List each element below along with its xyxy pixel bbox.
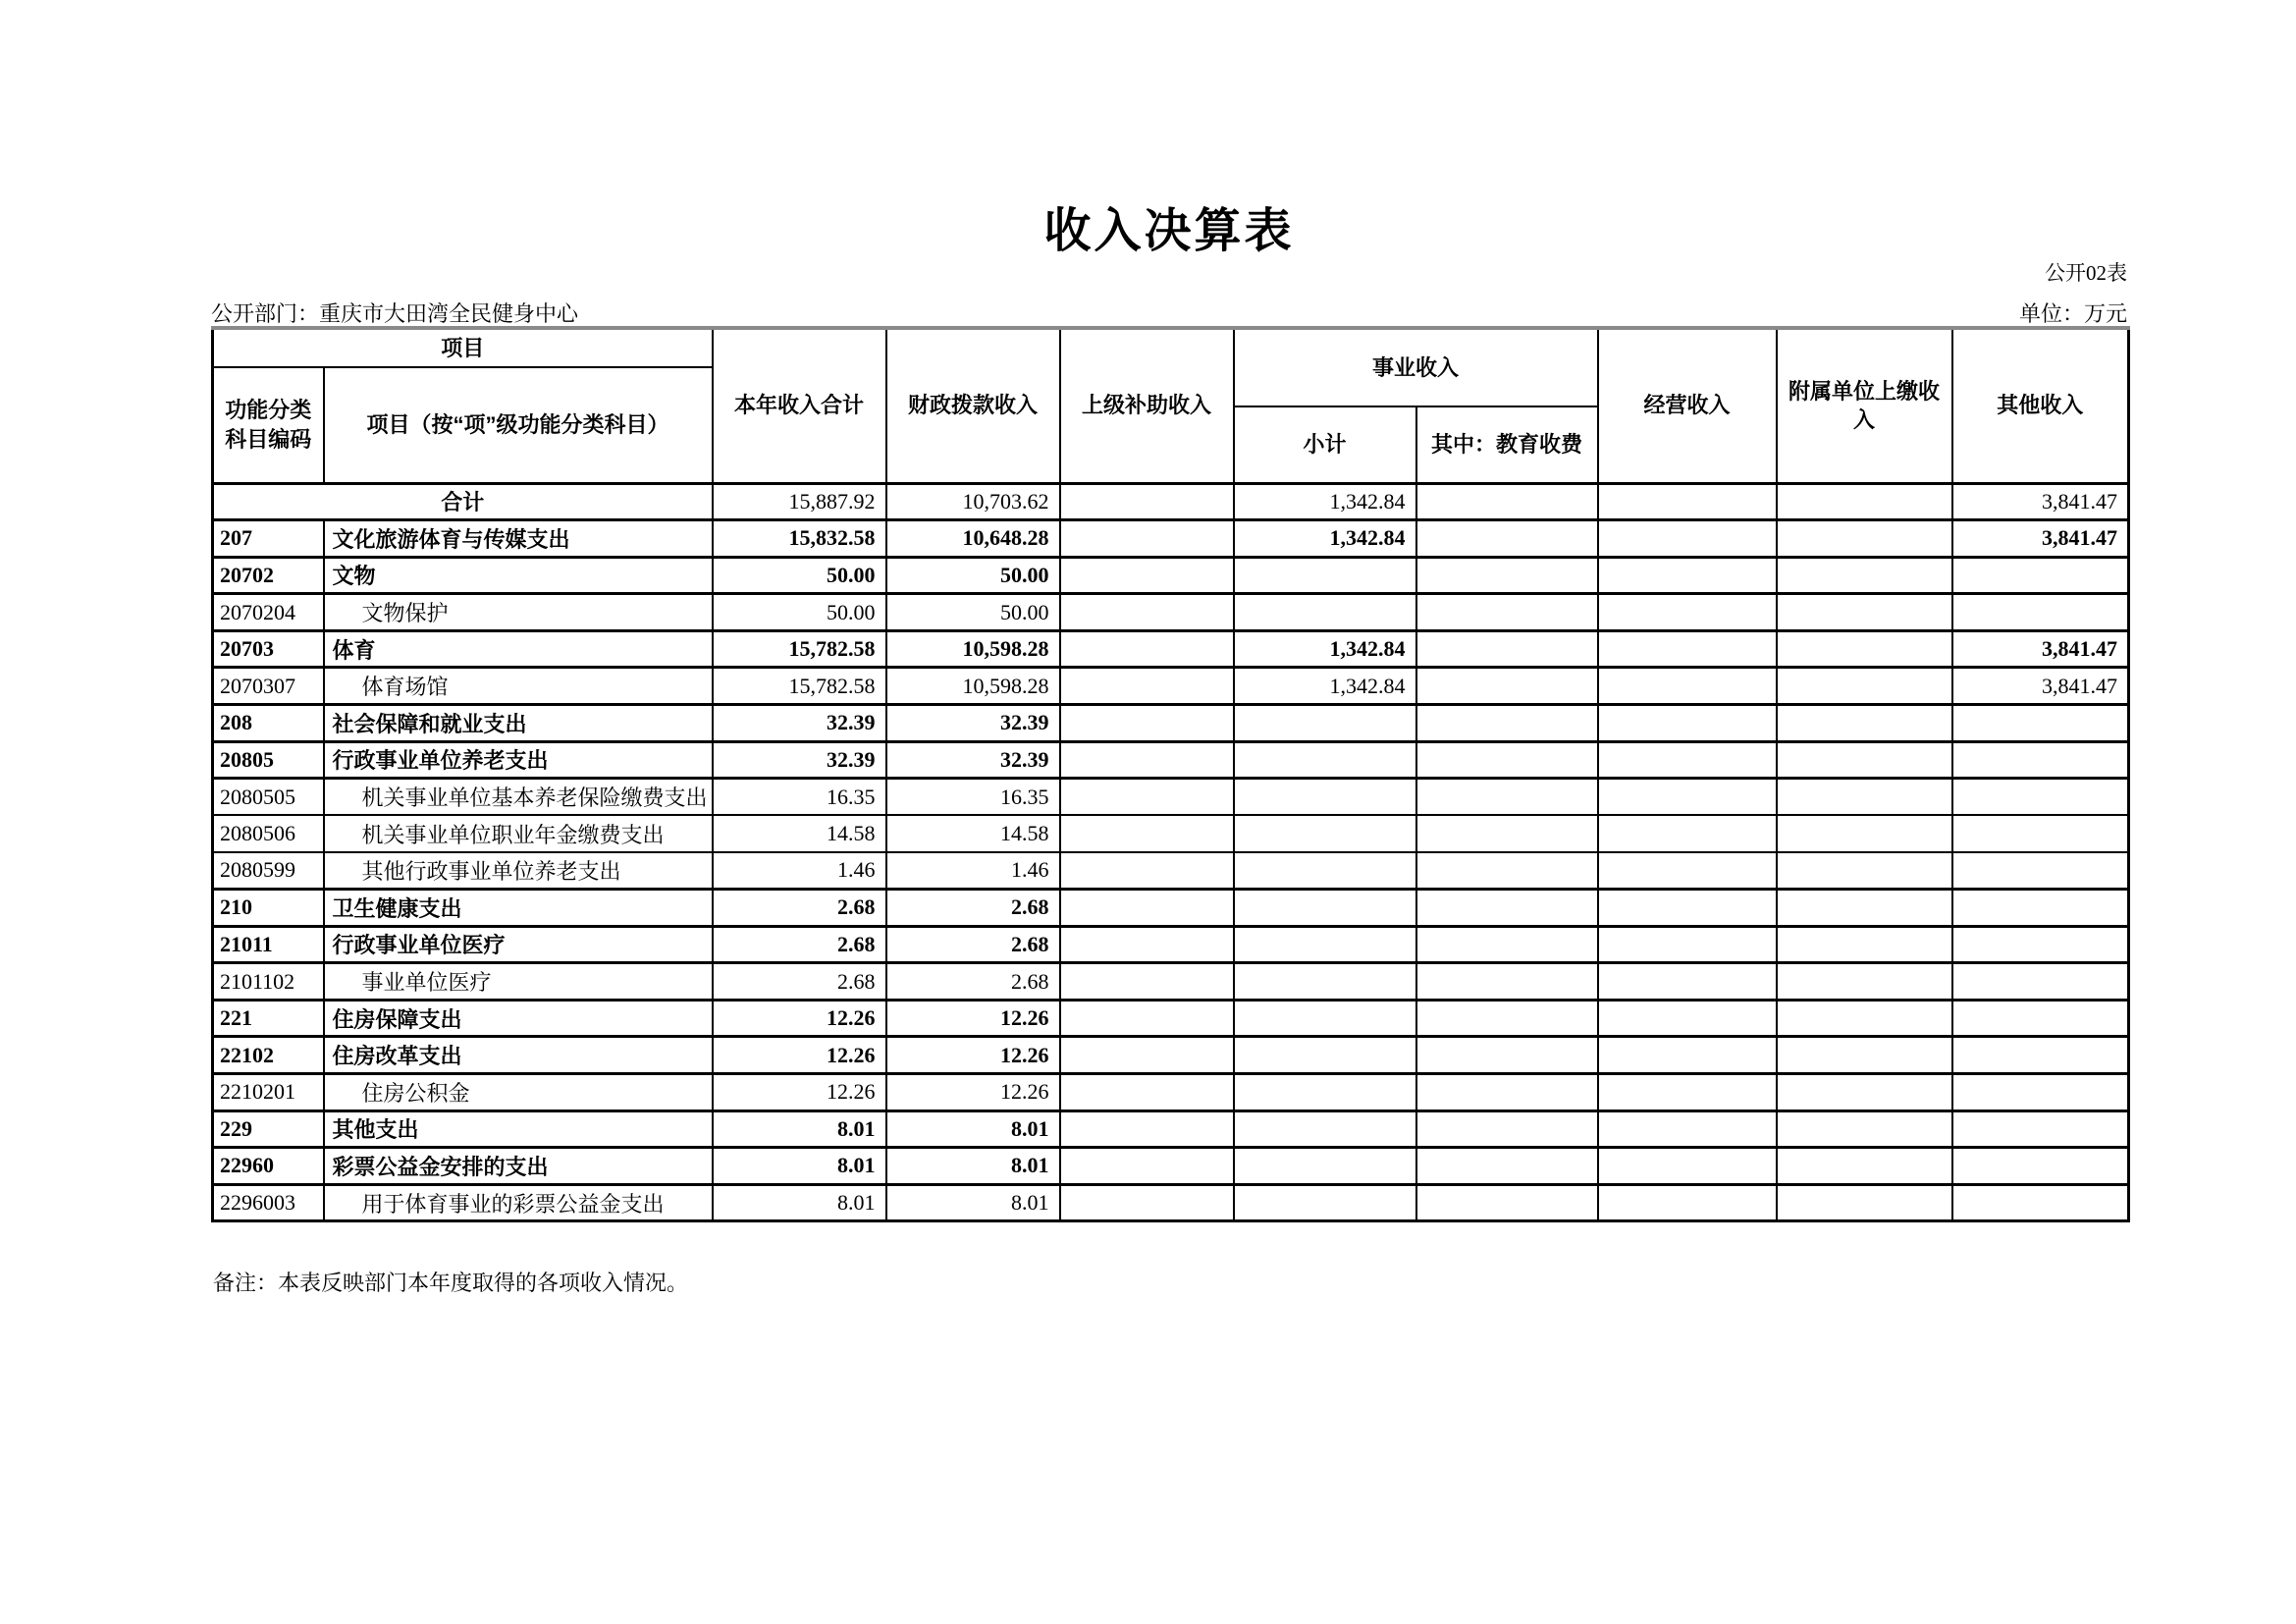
table-row [213,852,2129,890]
cell-item-name: 用于体育事业的彩票公益金支出 [324,1184,713,1221]
cell-amount [1777,741,1952,779]
cell-item-name: 行政事业单位医疗 [324,926,713,963]
cell-amount [1952,1074,2129,1111]
cell-amount: 8.01 [713,1184,886,1221]
cell-amount [1234,741,1416,779]
cell-amount: 12.26 [886,1037,1060,1074]
cell-amount [1777,705,1952,742]
cell-function-code: 210 [213,890,324,927]
cell-amount: 32.39 [713,741,886,779]
cell-item-name: 体育 [324,630,713,668]
header-superior-subsidy: 上级补助收入 [1060,328,1234,483]
cell-amount [1234,1037,1416,1074]
cell-amount [1416,779,1598,816]
cell-amount [1416,1074,1598,1111]
cell-function-code: 20805 [213,741,324,779]
cell-amount [1416,630,1598,668]
cell-item-name: 机关事业单位职业年金缴费支出 [324,815,713,852]
cell-amount: 8.01 [886,1184,1060,1221]
cell-amount [1598,741,1777,779]
cell-amount [1777,668,1952,705]
header-function-code: 功能分类科目编码 [213,367,324,483]
cell-amount [1598,1110,1777,1148]
cell-amount [1598,483,1777,520]
header-subtotal: 小计 [1234,406,1416,483]
cell-amount: 16.35 [886,779,1060,816]
cell-function-code: 21011 [213,926,324,963]
table-row [213,741,2129,779]
cell-amount [1060,926,1234,963]
cell-function-code: 2296003 [213,1184,324,1221]
cell-amount [1060,815,1234,852]
cell-amount: 32.39 [886,705,1060,742]
cell-amount [1777,557,1952,594]
cell-amount [1234,557,1416,594]
cell-amount [1777,1074,1952,1111]
table-row [213,926,2129,963]
cell-amount [1952,741,2129,779]
cell-function-code: 2070307 [213,668,324,705]
cell-amount [1060,741,1234,779]
table-row [213,890,2129,927]
table-row [213,630,2129,668]
header-row-1 [213,328,2129,367]
cell-amount: 1,342.84 [1234,668,1416,705]
cell-function-code: 221 [213,1000,324,1037]
cell-amount: 10,598.28 [886,630,1060,668]
cell-amount [1416,1110,1598,1148]
cell-item-name: 机关事业单位基本养老保险缴费支出 [324,779,713,816]
cell-amount [1598,963,1777,1001]
table-row [213,779,2129,816]
table-row [213,1037,2129,1074]
cell-amount [1777,483,1952,520]
cell-amount [1952,1184,2129,1221]
cell-amount: 32.39 [886,741,1060,779]
cell-amount: 15,782.58 [713,630,886,668]
cell-amount [1234,815,1416,852]
cell-item-name: 其他行政事业单位养老支出 [324,852,713,890]
cell-amount: 12.26 [886,1000,1060,1037]
cell-amount: 12.26 [713,1037,886,1074]
cell-amount: 8.01 [713,1148,886,1185]
cell-amount: 10,648.28 [886,520,1060,558]
cell-amount [1777,1000,1952,1037]
cell-amount [1952,1037,2129,1074]
cell-amount [1060,557,1234,594]
cell-amount: 50.00 [886,557,1060,594]
table-note: 备注：本表反映部门本年度取得的各项收入情况。 [213,1271,689,1295]
cell-amount [1234,1074,1416,1111]
cell-function-code: 2080599 [213,852,324,890]
cell-amount [1234,926,1416,963]
cell-function-code: 22960 [213,1148,324,1185]
cell-amount [1598,668,1777,705]
cell-amount [1598,1074,1777,1111]
cell-amount [1598,705,1777,742]
cell-amount [1060,1110,1234,1148]
cell-amount: 16.35 [713,779,886,816]
cell-function-code: 229 [213,1110,324,1148]
cell-total-label: 合计 [213,483,713,520]
cell-amount: 14.58 [713,815,886,852]
cell-amount: 10,598.28 [886,668,1060,705]
page-title: 收入决算表 [1043,205,1295,257]
cell-item-name: 行政事业单位养老支出 [324,741,713,779]
cell-amount [1598,1000,1777,1037]
cell-amount: 50.00 [886,594,1060,631]
table-row [213,557,2129,594]
cell-amount [1234,1184,1416,1221]
cell-amount [1060,963,1234,1001]
cell-amount [1060,483,1234,520]
cell-amount [1416,963,1598,1001]
cell-item-name: 事业单位医疗 [324,963,713,1001]
cell-function-code: 2080505 [213,779,324,816]
cell-amount: 8.01 [886,1148,1060,1185]
cell-amount [1598,1184,1777,1221]
cell-amount [1598,852,1777,890]
header-operating-income: 经营收入 [1598,328,1777,483]
header-item-name: 项目（按“项”级功能分类科目） [324,367,713,483]
cell-amount: 1.46 [713,852,886,890]
cell-amount [1060,779,1234,816]
table-row [213,483,2129,520]
cell-amount [1952,1000,2129,1037]
cell-amount [1777,852,1952,890]
cell-amount [1060,852,1234,890]
cell-amount [1777,594,1952,631]
cell-amount: 2.68 [886,963,1060,1001]
cell-amount [1598,594,1777,631]
cell-amount: 2.68 [713,890,886,927]
cell-amount: 15,887.92 [713,483,886,520]
cell-amount: 12.26 [713,1000,886,1037]
cell-amount [1234,779,1416,816]
income-final-accounts-table [211,326,2130,1222]
cell-amount: 50.00 [713,557,886,594]
cell-amount [1777,963,1952,1001]
cell-amount [1060,630,1234,668]
table-row [213,1184,2129,1221]
cell-amount [1234,852,1416,890]
cell-amount: 3,841.47 [1952,520,2129,558]
cell-amount [1060,520,1234,558]
cell-amount [1952,1110,2129,1148]
cell-function-code: 2070204 [213,594,324,631]
cell-function-code: 2080506 [213,815,324,852]
cell-function-code: 208 [213,705,324,742]
unit-label: 单位：万元 [2018,301,2127,326]
cell-amount: 1.46 [886,852,1060,890]
cell-amount [1952,815,2129,852]
cell-amount [1777,926,1952,963]
cell-amount [1234,1148,1416,1185]
cell-amount [1598,815,1777,852]
cell-amount [1416,741,1598,779]
cell-amount: 8.01 [713,1110,886,1148]
cell-amount [1416,705,1598,742]
cell-amount [1416,890,1598,927]
cell-item-name: 体育场馆 [324,668,713,705]
cell-amount [1416,483,1598,520]
table-row [213,1074,2129,1111]
cell-item-name: 社会保障和就业支出 [324,705,713,742]
cell-amount [1952,926,2129,963]
cell-amount [1777,1110,1952,1148]
cell-amount [1416,1037,1598,1074]
cell-amount: 14.58 [886,815,1060,852]
cell-function-code: 20702 [213,557,324,594]
cell-amount [1060,1000,1234,1037]
cell-amount [1777,630,1952,668]
cell-amount [1777,890,1952,927]
cell-item-name: 文化旅游体育与传媒支出 [324,520,713,558]
cell-amount: 3,841.47 [1952,483,2129,520]
cell-amount [1060,890,1234,927]
cell-amount [1598,630,1777,668]
cell-amount [1416,1184,1598,1221]
cell-amount [1598,890,1777,927]
cell-amount: 2.68 [886,926,1060,963]
cell-item-name: 住房改革支出 [324,1037,713,1074]
cell-amount [1234,594,1416,631]
cell-amount [1952,890,2129,927]
cell-amount [1598,520,1777,558]
cell-amount: 10,703.62 [886,483,1060,520]
cell-amount [1416,557,1598,594]
cell-amount [1416,594,1598,631]
table-row [213,520,2129,558]
cell-amount [1777,779,1952,816]
table-row [213,963,2129,1001]
header-education-fee: 其中：教育收费 [1416,406,1598,483]
cell-amount [1060,1184,1234,1221]
cell-amount: 1,342.84 [1234,483,1416,520]
cell-item-name: 文物 [324,557,713,594]
cell-amount: 3,841.47 [1952,630,2129,668]
cell-amount [1060,668,1234,705]
cell-amount [1598,1148,1777,1185]
cell-amount [1952,705,2129,742]
cell-item-name: 卫生健康支出 [324,890,713,927]
header-other-income: 其他收入 [1952,328,2129,483]
cell-amount: 12.26 [713,1074,886,1111]
cell-amount: 1,342.84 [1234,630,1416,668]
cell-function-code: 22102 [213,1037,324,1074]
cell-amount [1416,926,1598,963]
cell-function-code: 2101102 [213,963,324,1001]
table-header [213,328,2129,483]
cell-amount [1598,557,1777,594]
cell-amount: 12.26 [886,1074,1060,1111]
cell-amount [1777,1037,1952,1074]
cell-amount [1060,705,1234,742]
table-meta-row [211,298,2127,328]
cell-amount: 8.01 [886,1110,1060,1148]
header-business-income: 事业收入 [1234,328,1598,406]
cell-amount [1060,594,1234,631]
header-fiscal-appropriation: 财政拨款收入 [886,328,1060,483]
cell-amount [1952,779,2129,816]
cell-function-code: 2210201 [213,1074,324,1111]
department-label: 公开部门：重庆市大田湾全民健身中心 [211,301,579,326]
table-row [213,1000,2129,1037]
cell-amount [1234,1110,1416,1148]
cell-amount [1234,705,1416,742]
cell-amount: 2.68 [713,963,886,1001]
header-annual-total: 本年收入合计 [713,328,886,483]
table-row [213,594,2129,631]
cell-amount [1060,1074,1234,1111]
cell-amount [1598,779,1777,816]
header-project-group: 项目 [213,328,713,367]
table-row [213,815,2129,852]
cell-amount [1777,1184,1952,1221]
cell-amount [1234,963,1416,1001]
cell-amount [1777,1148,1952,1185]
cell-function-code: 20703 [213,630,324,668]
cell-amount: 2.68 [713,926,886,963]
table-row [213,1110,2129,1148]
cell-item-name: 住房公积金 [324,1074,713,1111]
cell-amount [1234,1000,1416,1037]
cell-function-code: 207 [213,520,324,558]
cell-amount [1060,1148,1234,1185]
cell-item-name: 文物保护 [324,594,713,631]
cell-amount: 15,782.58 [713,668,886,705]
cell-amount: 15,832.58 [713,520,886,558]
header-affiliated-remit: 附属单位上缴收入 [1777,328,1952,483]
table-row [213,705,2129,742]
cell-amount [1952,963,2129,1001]
cell-amount: 1,342.84 [1234,520,1416,558]
cell-amount [1598,1037,1777,1074]
cell-item-name: 其他支出 [324,1110,713,1148]
cell-amount [1416,668,1598,705]
cell-amount [1416,1000,1598,1037]
table-row [213,1148,2129,1185]
cell-amount [1952,557,2129,594]
cell-amount: 2.68 [886,890,1060,927]
cell-amount [1416,1148,1598,1185]
form-code-label: 公开02表 [2045,261,2127,285]
cell-item-name: 住房保障支出 [324,1000,713,1037]
cell-amount [1416,520,1598,558]
cell-amount [1416,852,1598,890]
cell-amount [1777,520,1952,558]
cell-amount [1060,1037,1234,1074]
cell-amount [1952,594,2129,631]
cell-amount: 32.39 [713,705,886,742]
cell-amount [1234,890,1416,927]
table-body [213,483,2129,1221]
cell-amount [1952,852,2129,890]
cell-amount [1777,815,1952,852]
cell-amount [1952,1148,2129,1185]
cell-amount: 3,841.47 [1952,668,2129,705]
cell-item-name: 彩票公益金安排的支出 [324,1148,713,1185]
cell-amount [1416,815,1598,852]
cell-amount: 50.00 [713,594,886,631]
table-row [213,668,2129,705]
cell-amount [1598,926,1777,963]
